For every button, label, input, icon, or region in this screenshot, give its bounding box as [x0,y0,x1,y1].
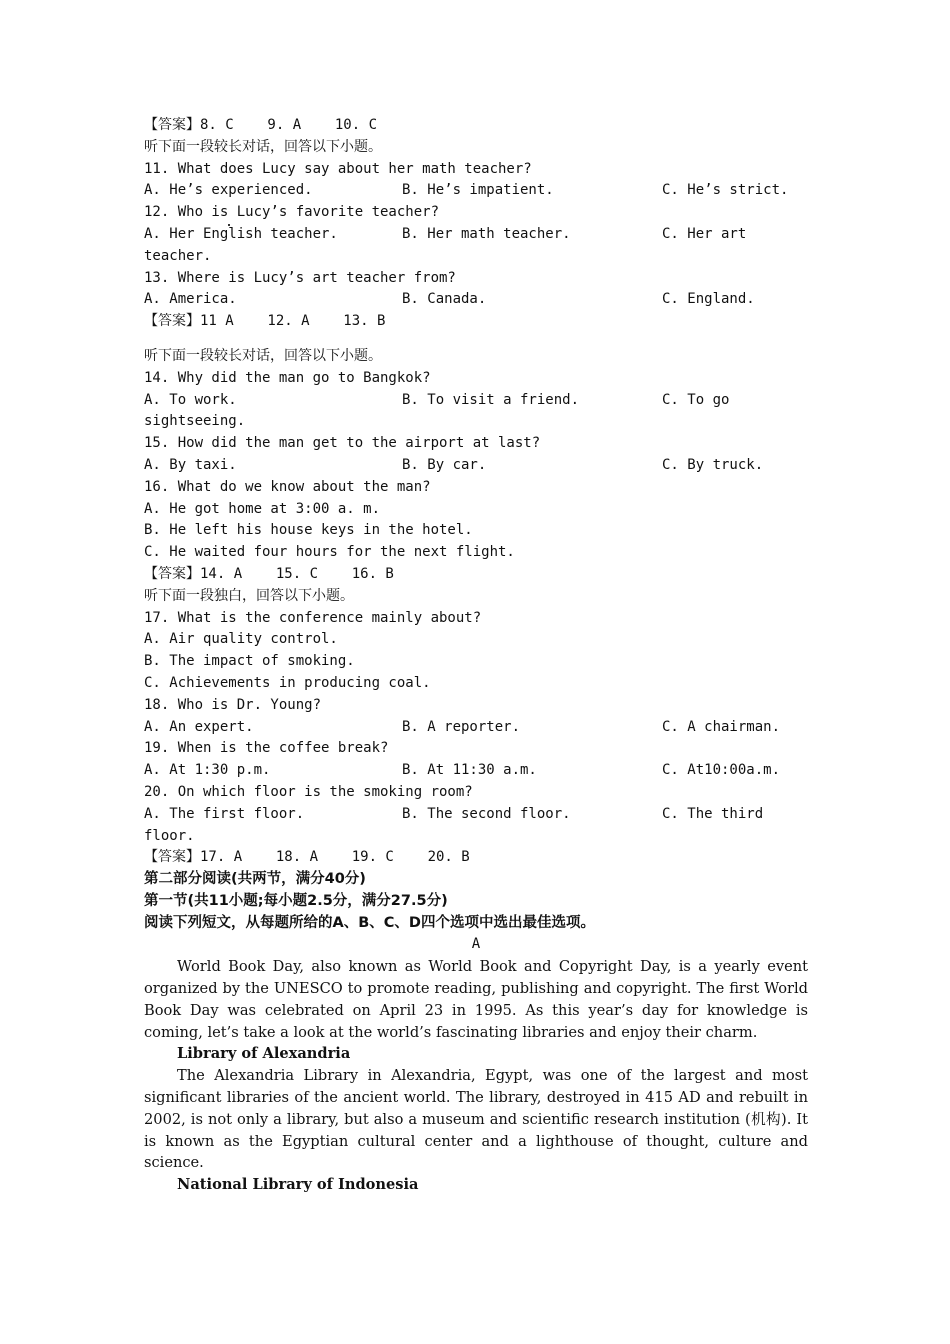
text-line: teacher. [144,247,212,264]
option-b: B. By car. [402,456,487,473]
option-a: A. By taxi. [144,456,237,473]
question-text: 19. When is the coffee break? [144,740,389,757]
option-row [144,224,808,246]
question-text: 11. What does Lucy say about her math teacher? [144,160,532,177]
option-b: B. To visit a friend. [402,391,580,408]
reading-instruction: 阅读下列短文，从每题所给的A、B、C、D四个选项中选出最佳选项。 [144,914,595,931]
passage-intro: World Book Day, also known as World Book and Copyright Day, is a yearly event organized by the UNESCO to promote reading, publishing and copyright. The first World Book Day was celebrated on April 23 in 1995. As this year’s day for knowledge is coming, let’s take a look at the world’s fascinating libraries and enjoy their charm. [144,958,808,1041]
text-line: sightseeing. [144,413,246,430]
text-line: floor. [144,827,195,844]
option-row [144,390,808,412]
section-instruction: 听下面一段较长对话，回答以下小题。 [144,347,382,364]
question-text: 18. Who is Dr. Young? [144,696,322,713]
answer-key: 【答案】17. A 18. A 19. C 20. B [144,849,470,866]
option-row [144,180,808,202]
option-c: C. A chairman. [662,718,781,735]
text-line: B. The impact of smoking. [144,653,355,670]
section1-title: 第一节(共11小题;每小题2.5分，满分27.5分) [144,892,448,909]
answer-key: 【答案】8. C 9. A 10. C [144,117,378,133]
option-a: A. He’s experienced. [144,182,313,199]
option-a: A. To work. [144,391,237,408]
option-b: B. The second floor. [402,805,571,822]
option-a: A. America. [144,291,237,308]
text-line: A. Air quality control. [144,631,338,648]
answer-key: 【答案】14. A 15. C 16. B [144,565,394,582]
library-title: Library of Alexandria [177,1045,351,1063]
question-text: 13. Where is Lucy’s art teacher from? [144,269,456,286]
question-text: 20. On which floor is the smoking room? [144,783,473,800]
option-a: A. At 1:30 p.m. [144,762,271,779]
option-b: B. A reporter. [402,718,521,735]
option-row [144,760,808,782]
document-page [144,115,808,1196]
option-row [144,289,808,311]
stray-dot [228,224,230,226]
question-text: 12. Who is Lucy’s favorite teacher? [144,204,440,221]
option-a: A. An expert. [144,718,254,735]
option-c: C. Her art [662,225,747,242]
library-text: The Alexandria Library in Alexandria, Egypt, was one of the largest and most significant libraries of the ancient world. The library, destroyed in 415 AD and rebuilt in 2002, is not only a library, but also a museum and scientific research institution (机构). It is known as the Egyptian cultural center and a lighthouse of thought, culture and science. [144,1067,808,1172]
section-instruction: 听下面一段较长对话，回答以下小题。 [144,138,382,155]
question-text: 15. How did the man get to the airport at last? [144,435,541,452]
option-c: C. England. [662,291,755,308]
question-text: 17. What is the conference mainly about? [144,609,482,626]
option-b: B. He’s impatient. [402,182,554,199]
passage-label: A [471,936,481,953]
spacer [144,333,808,346]
option-a: A. Her English teacher. [144,225,338,242]
text-line: B. He left his house keys in the hotel. [144,522,473,539]
text-line: C. He waited four hours for the next flight. [144,544,515,561]
option-c: C. At10:00a.m. [662,762,781,779]
option-a: A. The first floor. [144,805,305,822]
option-c: C. The third [662,805,764,822]
text-line: A. He got home at 3:00 a. m. [144,500,381,517]
option-b: B. Canada. [402,291,487,308]
listening-section [144,115,808,869]
option-b: B. At 11:30 a.m. [402,762,537,779]
section-instruction: 听下面一段独白，回答以下小题。 [144,587,354,604]
option-row [144,717,808,739]
option-b: B. Her math teacher. [402,225,571,242]
option-row [144,804,808,826]
library-title: National Library of Indonesia [177,1176,419,1194]
part2-title: 第二部分阅读(共两节，满分40分) [144,871,366,888]
question-text: 16. What do we know about the man? [144,478,431,495]
option-c: C. To go [662,391,730,408]
answer-key: 【答案】11 A 12. A 13. B [144,313,386,330]
text-line: C. Achievements in producing coal. [144,674,431,691]
option-row [144,455,808,477]
option-c: C. By truck. [662,456,764,473]
option-c: C. He’s strict. [662,182,789,199]
question-text: 14. Why did the man go to Bangkok? [144,369,431,386]
